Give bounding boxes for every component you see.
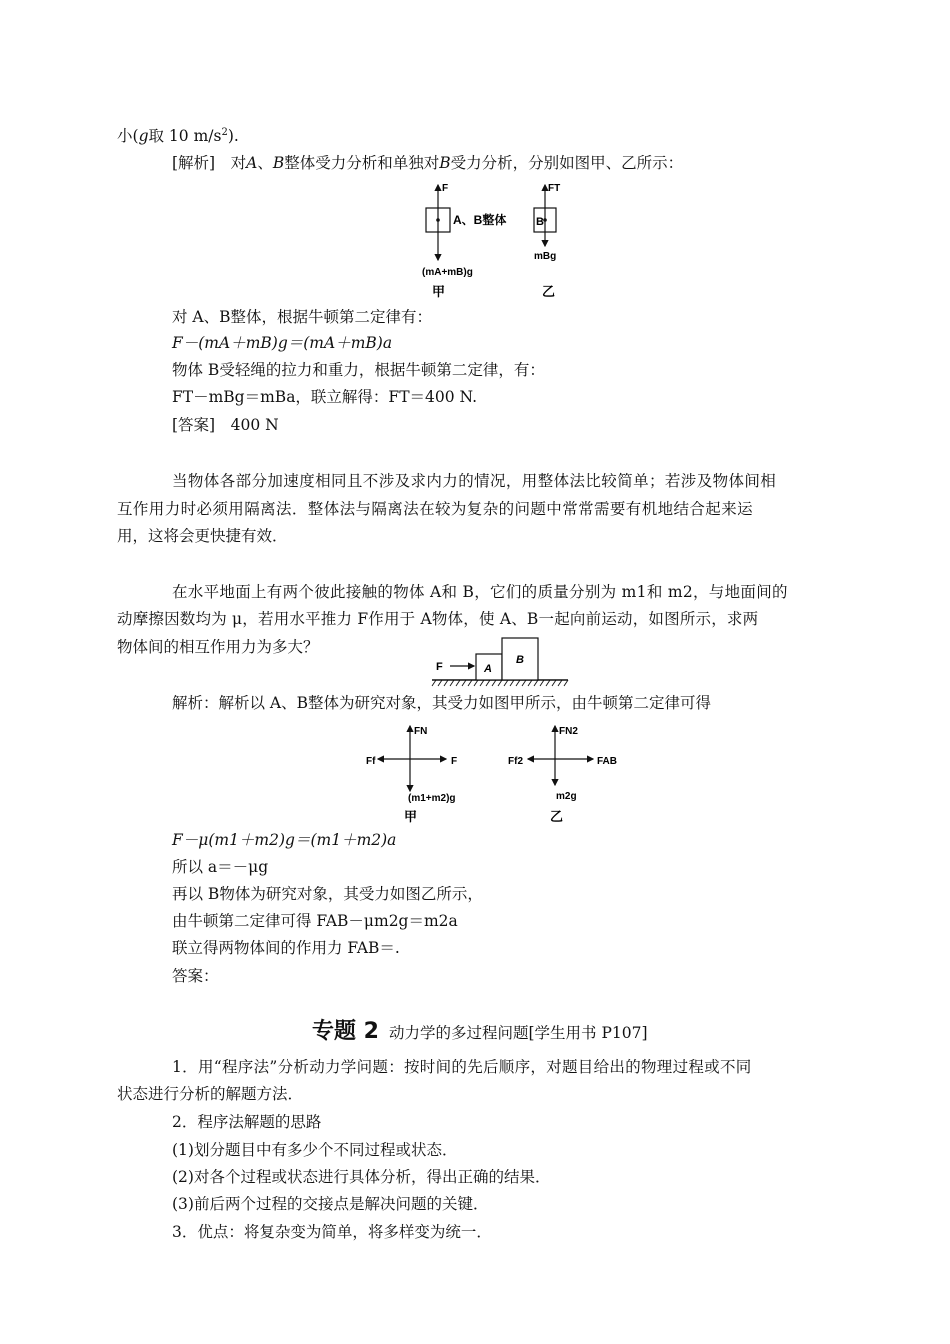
method-para-1: 当物体各部分加速度相同且不涉及求内力的情况，用整体法比较简单；若涉及物体间相 — [172, 472, 777, 490]
text: 取 10 m/s — [148, 127, 222, 145]
topic-2-1: (1)划分题目中有多少个不同过程或状态． — [172, 1141, 458, 1159]
caption-yi: 乙 — [550, 809, 564, 824]
force-Ff2-label: Ff2 — [508, 756, 523, 767]
line-B: 物体 B受轻绳的拉力和重力，根据牛顿第二定律，有： — [172, 361, 545, 379]
force-F-label: F — [442, 183, 449, 194]
problem-1: 在水平地面上有两个彼此接触的物体 A和 B，它们的质量分别为 m1和 m2，与地面间的 — [172, 583, 788, 601]
heading-subtitle: 动力学的多过程问题[学生用书 P107] — [388, 1024, 648, 1042]
text: 小( — [117, 127, 139, 145]
free-body-diagram-2 — [360, 717, 630, 829]
solution-5: 联立得两物体间的作用力 FAB＝. — [172, 939, 400, 957]
method-para-3: 用，这将会更快捷有效． — [117, 527, 288, 545]
problem-2: 动摩擦因数均为 μ，若用水平推力 F作用于 A物体，使 A、B一起向前运动，如图所示，求两 — [117, 610, 759, 628]
solution-4: 由牛顿第二定律可得 FAB－μm2g＝m2a — [172, 912, 458, 930]
caption-jia: 甲 — [432, 284, 446, 299]
topic-1a: 1．用“程序法”分析动力学问题：按时间的先后顺序，对题目给出的物理过程或不同 — [172, 1058, 752, 1076]
superscript: 2 — [221, 127, 228, 138]
caption-jia: 甲 — [404, 809, 418, 824]
text-B: B — [272, 154, 285, 172]
equation-B: FT－mBg＝mBa，联立解得：FT＝400 N. — [172, 388, 478, 406]
line-whole: 对 A、B整体，根据牛顿第二定律有： — [172, 308, 433, 326]
text: [解析] 对 — [172, 154, 247, 172]
force-FN2-label: FN2 — [559, 726, 578, 737]
solution-eq-2: 所以 a＝－μg — [172, 858, 269, 876]
solution-eq-1: F－μ(m1＋m2)g＝(m1＋m2)a — [172, 831, 397, 849]
caption-yi: 乙 — [542, 284, 556, 299]
force-FN-label: FN — [414, 726, 428, 737]
topic-3: 3．优点：将复杂变为简单，将多样变为统一． — [172, 1223, 492, 1241]
text: 整体受力分析和单独对 — [284, 154, 440, 172]
answer-2: 答案： — [172, 967, 219, 985]
block-A-label: A — [484, 663, 492, 675]
solution-3: 再以 B物体为研究对象，其受力如图乙所示， — [172, 885, 483, 903]
solution-1: 解析：解析以 A、B整体为研究对象，其受力如图甲所示，由牛顿第二定律可得 — [172, 694, 712, 712]
text-g: g — [138, 127, 149, 145]
weight-m2g-label: m2g — [556, 791, 577, 802]
text-A: A — [246, 154, 258, 172]
problem-3: 物体间的相互作用力为多大？ — [117, 638, 319, 656]
block-B-label: B — [536, 216, 544, 228]
block-B-label: B — [516, 654, 524, 666]
weight-whole-label: (mA+mB)g — [422, 267, 473, 278]
force-FT-label: FT — [548, 183, 561, 194]
force-F-label: F — [436, 661, 443, 673]
analysis-intro — [172, 153, 683, 173]
force-F-label: F — [451, 756, 458, 767]
heading-title: 专题 2 — [312, 1019, 379, 1044]
equation-whole: F－(mA＋mB)g＝(mA＋mB)a — [172, 334, 393, 352]
text: 、 — [257, 154, 273, 172]
line-1 — [117, 123, 239, 146]
whole-label: A、B整体 — [453, 213, 507, 227]
weight-label: (m1+m2)g — [408, 793, 456, 804]
free-body-diagram-1 — [400, 176, 580, 302]
topic-2-3: (3)前后两个过程的交接点是解决问题的关键． — [172, 1195, 489, 1213]
topic-1b: 状态进行分析的解题方法． — [117, 1085, 304, 1103]
topic-2: 2．程序法解题的思路 — [172, 1113, 322, 1131]
text: 受力分析，分别如图甲、乙所示： — [450, 154, 684, 172]
text: ). — [227, 127, 239, 145]
method-para-2: 互作用力时必须用隔离法．整体法与隔离法在较为复杂的问题中常常需要有机地结合起来运 — [117, 500, 754, 518]
weight-B-label: mBg — [534, 251, 557, 262]
force-FAB-label: FAB — [597, 756, 617, 767]
text-B: B — [439, 154, 451, 172]
blocks-diagram — [430, 636, 570, 688]
force-Ff-label: Ff — [366, 756, 376, 767]
answer-1: [答案] 400 N — [172, 416, 279, 434]
section-heading — [312, 1014, 648, 1045]
topic-2-2: (2)对各个过程或状态进行具体分析，得出正确的结果． — [172, 1168, 551, 1186]
